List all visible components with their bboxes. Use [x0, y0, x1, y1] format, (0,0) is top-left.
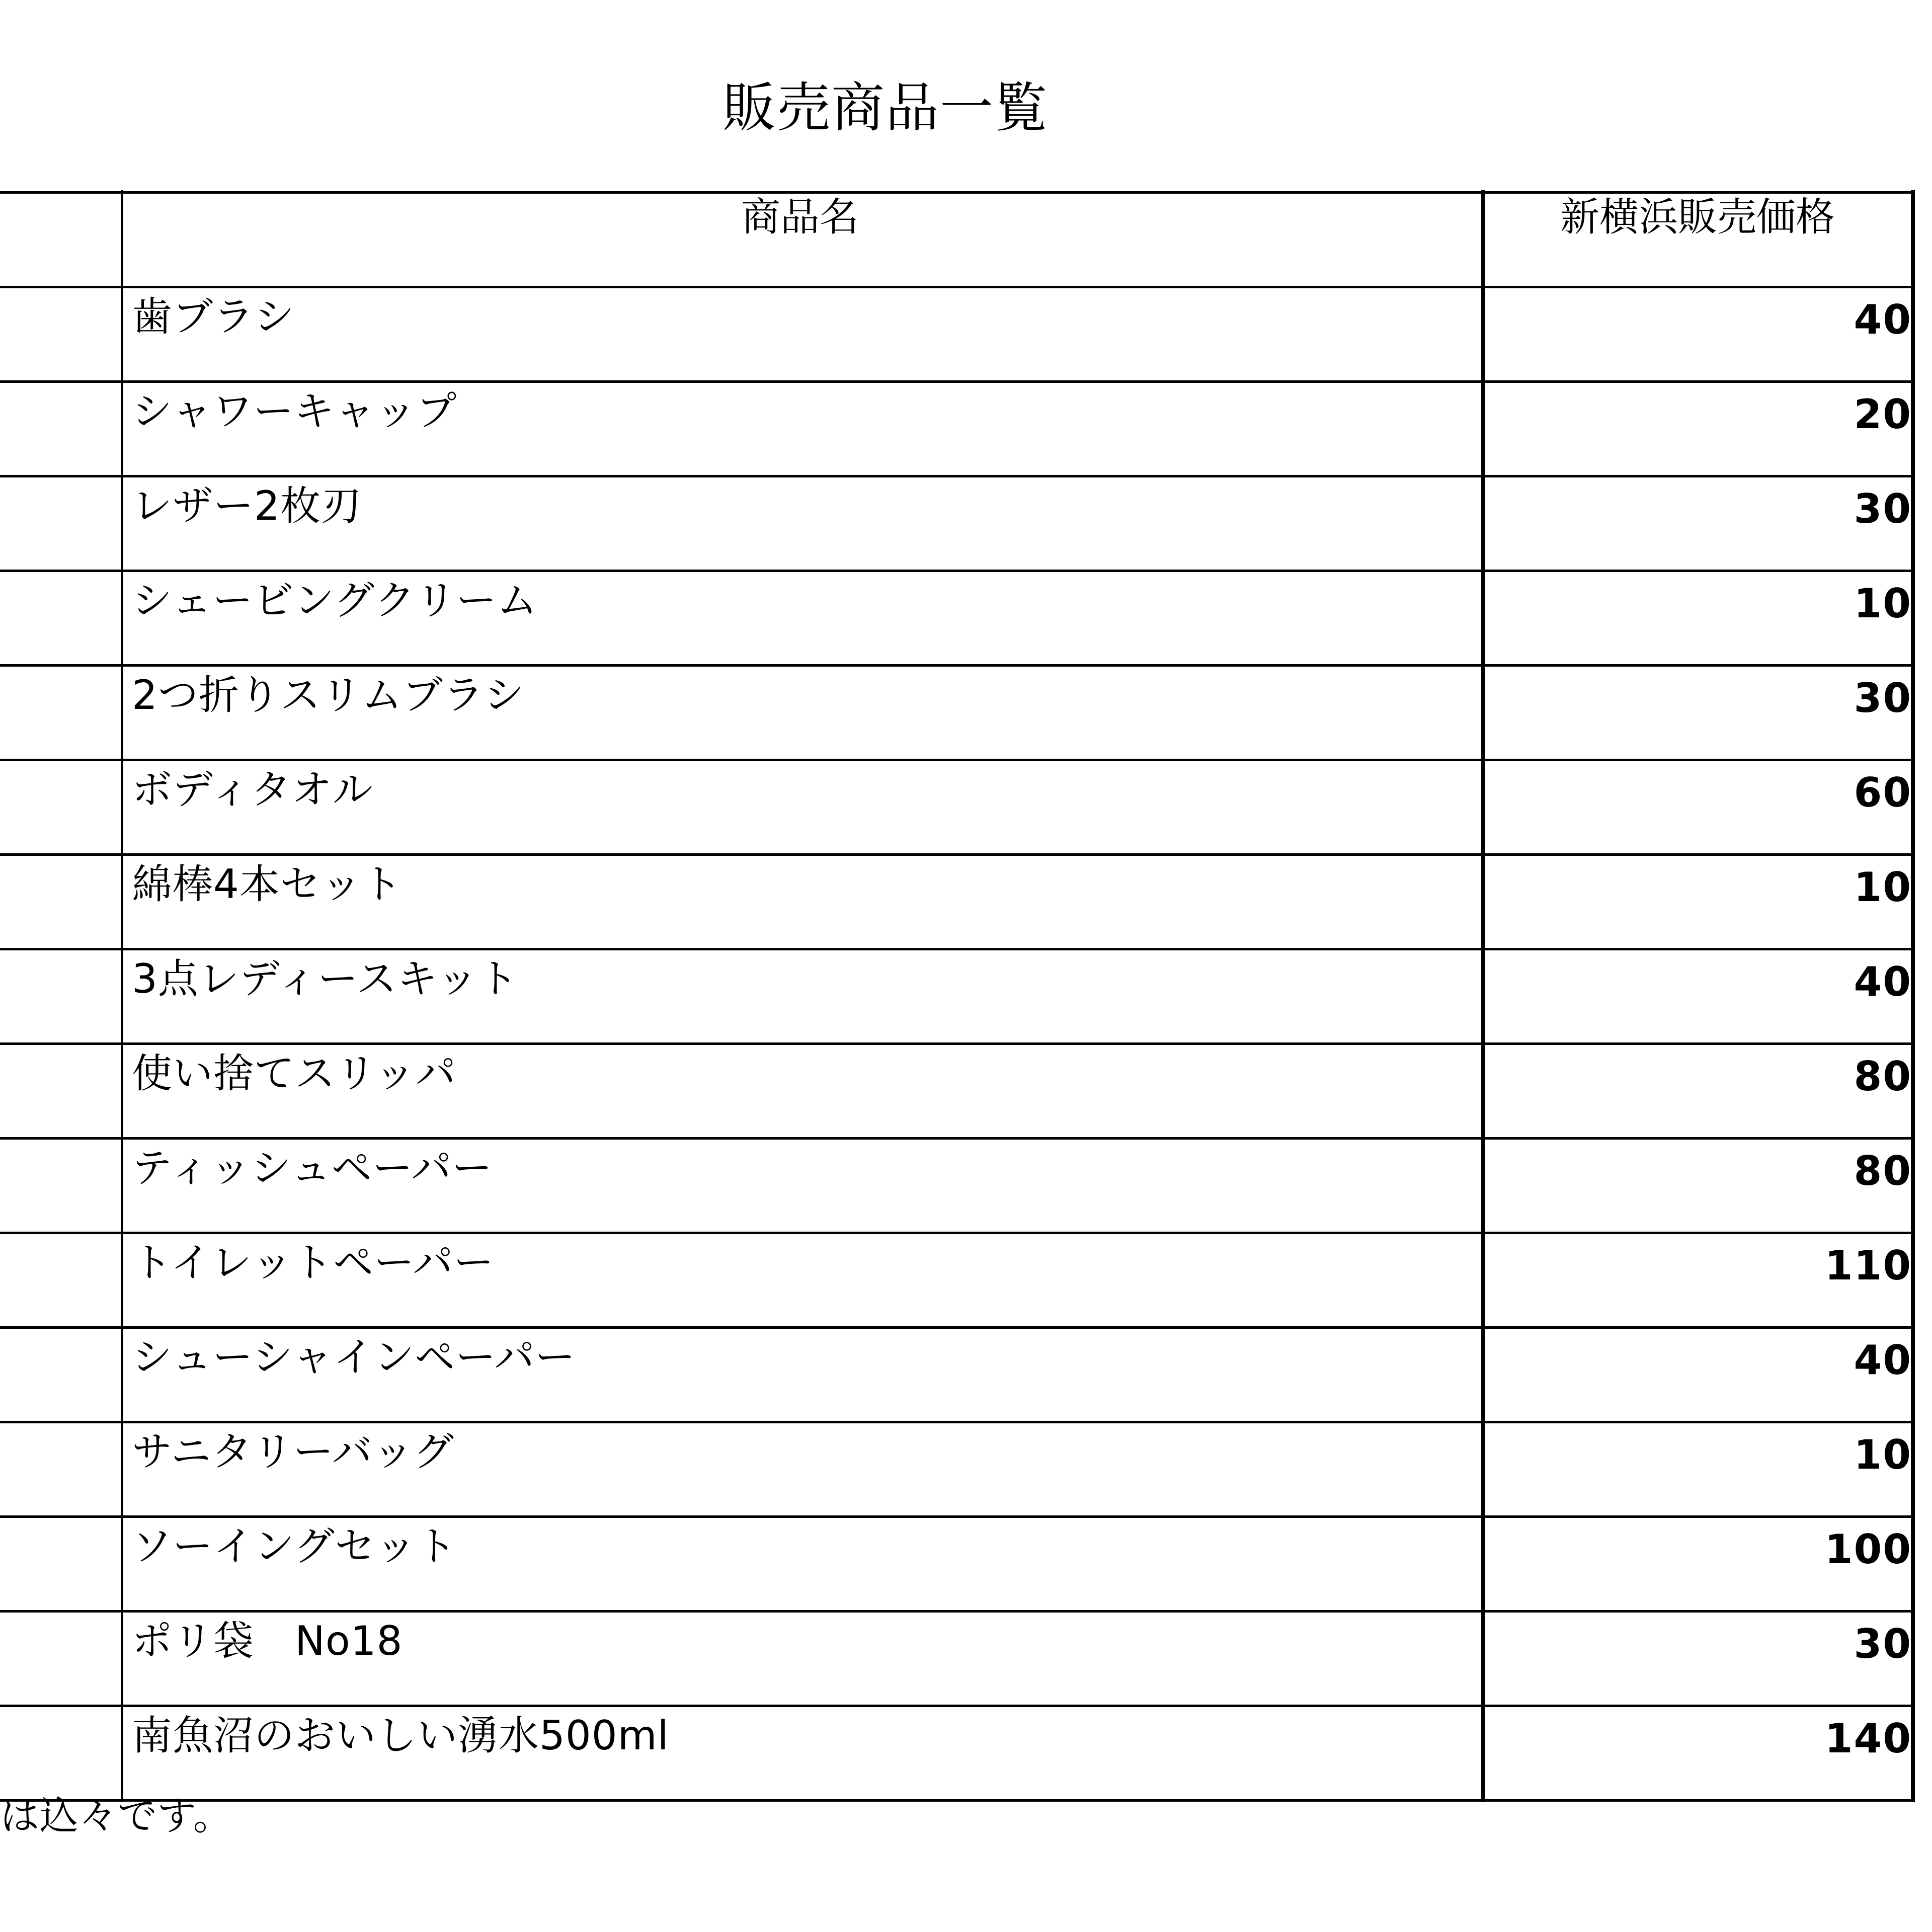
product-price: 100 [1825, 1526, 1912, 1573]
row-divider [0, 1515, 1915, 1518]
product-price: 30 [1854, 486, 1912, 532]
product-name: 綿棒4本セット [132, 861, 403, 908]
product-name: 使い捨てスリッパ [132, 1050, 456, 1097]
name-column-left-border [121, 190, 123, 1802]
product-price: 80 [1854, 1053, 1912, 1100]
product-name: トイレットペーパー [132, 1239, 495, 1286]
product-name: 南魚沼のおいしい湧水500ml [132, 1712, 669, 1759]
row-divider [0, 1705, 1915, 1707]
row-divider [0, 1042, 1915, 1045]
row-divider [0, 570, 1915, 572]
row-divider [0, 1610, 1915, 1613]
product-price: 10 [1854, 580, 1912, 627]
page-title: 販売商品一覧 [722, 77, 1049, 139]
product-name: シャワーキャップ [132, 388, 457, 435]
product-name: レザー2枚刃 [132, 482, 362, 529]
row-divider [0, 286, 1915, 288]
row-divider [0, 1326, 1915, 1329]
column-header-name: 商品名 [741, 195, 859, 240]
product-price: 10 [1854, 864, 1912, 911]
product-name: 2つ折りスリムブラシ [132, 672, 525, 718]
column-header-price: 新横浜販売価格 [1560, 195, 1835, 240]
product-price: 30 [1854, 1621, 1912, 1667]
product-price: 10 [1854, 1431, 1912, 1478]
product-price: 80 [1854, 1148, 1912, 1194]
row-divider [0, 1232, 1915, 1234]
table-top-border [0, 191, 1915, 194]
product-name: ティッシュペーパー [132, 1145, 493, 1191]
product-price: 60 [1854, 769, 1912, 816]
row-divider [0, 1137, 1915, 1140]
row-divider [0, 759, 1915, 761]
product-price: 40 [1854, 958, 1912, 1005]
tax-note: は込々です。 [0, 1794, 232, 1839]
product-name: ボディタオル [132, 766, 373, 813]
product-name: サニタリーバッグ [132, 1428, 454, 1475]
row-divider [0, 948, 1915, 950]
price-column-left-border [1481, 190, 1485, 1802]
product-name: シェービングクリーム [132, 577, 538, 624]
product-price: 40 [1854, 1337, 1912, 1384]
product-name: シューシャインペーパー [132, 1334, 576, 1381]
row-divider [0, 853, 1915, 856]
table-bottom-border [0, 1799, 1915, 1802]
product-price: 30 [1854, 675, 1912, 721]
row-divider [0, 475, 1915, 477]
row-divider [0, 380, 1915, 383]
product-price: 110 [1825, 1242, 1912, 1289]
product-name: ポリ袋 No18 [132, 1618, 403, 1664]
product-name: ソーイングセット [132, 1523, 457, 1570]
product-name: 歯ブラシ [132, 293, 295, 340]
product-price: 20 [1854, 391, 1912, 438]
row-divider [0, 1421, 1915, 1423]
product-price: 140 [1825, 1715, 1912, 1762]
product-price: 40 [1854, 296, 1912, 343]
row-divider [0, 664, 1915, 667]
product-name: 3点レディースキット [132, 955, 519, 1002]
